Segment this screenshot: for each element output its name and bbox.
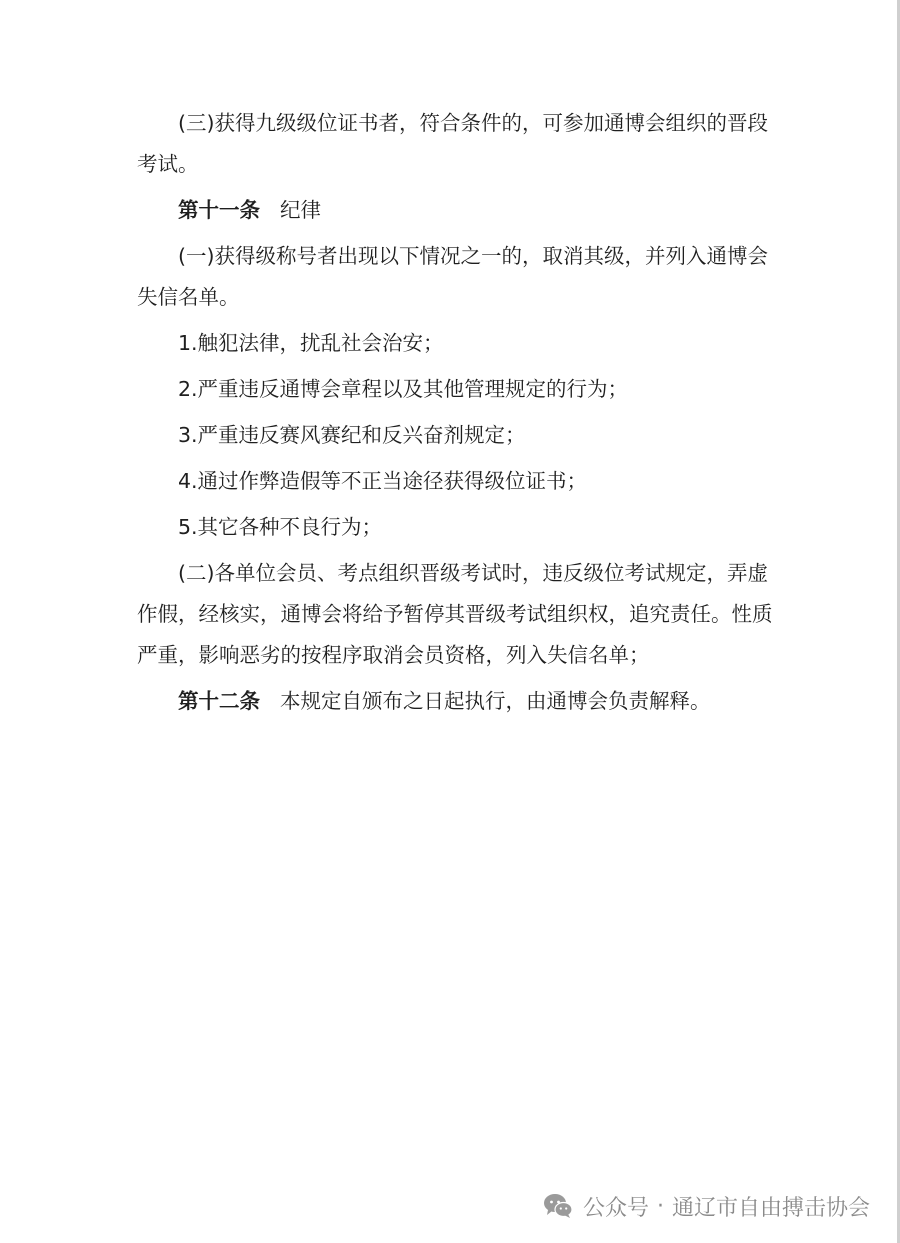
list-item-text: 2.严重违反通博会章程以及其他管理规定的行为； — [178, 377, 629, 401]
list-item-text: 1.触犯法律，扰乱社会治安； — [178, 331, 444, 355]
paragraph-item-1 — [137, 236, 777, 318]
list-item — [137, 507, 777, 548]
article-12 — [137, 681, 777, 722]
article-title: 纪律 — [280, 198, 321, 222]
list-item — [137, 461, 777, 502]
footer-label: 公众号 — [582, 1195, 649, 1221]
paragraph-item-2 — [137, 553, 777, 676]
wechat-icon — [543, 1193, 573, 1219]
article-11-heading — [137, 190, 777, 231]
list-item — [137, 369, 777, 410]
list-item-text: 4.通过作弊造假等不正当途径获得级位证书； — [178, 469, 588, 493]
footer-separator: · — [656, 1193, 664, 1219]
wechat-watermark — [543, 1188, 870, 1224]
paragraph-text: (二)各单位会员、考点组织晋级考试时，违反级位考试规定，弄虚作假，经核实，通博会将给予暂停其晋级考试组织权，追究责任。性质严重，影响恶劣的按程序取消会员资格，列入失信名单； — [137, 561, 773, 667]
article-text: 本规定自颁布之日起执行，由通博会负责解释。 — [280, 689, 711, 713]
paragraph-text: (三)获得九级级位证书者，符合条件的，可参加通博会组织的晋段考试。 — [137, 111, 768, 176]
article-number: 第十一条 — [178, 198, 260, 222]
paragraph-text: (一)获得级称号者出现以下情况之一的，取消其级，并列入通博会失信名单。 — [137, 244, 768, 309]
list-item — [137, 323, 777, 364]
list-item-text: 3.严重违反赛风赛纪和反兴奋剂规定； — [178, 423, 526, 447]
list-item — [137, 415, 777, 456]
document-body — [137, 103, 777, 727]
list-item-text: 5.其它各种不良行为； — [178, 515, 383, 539]
article-number: 第十二条 — [178, 689, 260, 713]
paragraph-item-3 — [137, 103, 777, 185]
footer-account: 通辽市自由搏击协会 — [671, 1195, 870, 1221]
